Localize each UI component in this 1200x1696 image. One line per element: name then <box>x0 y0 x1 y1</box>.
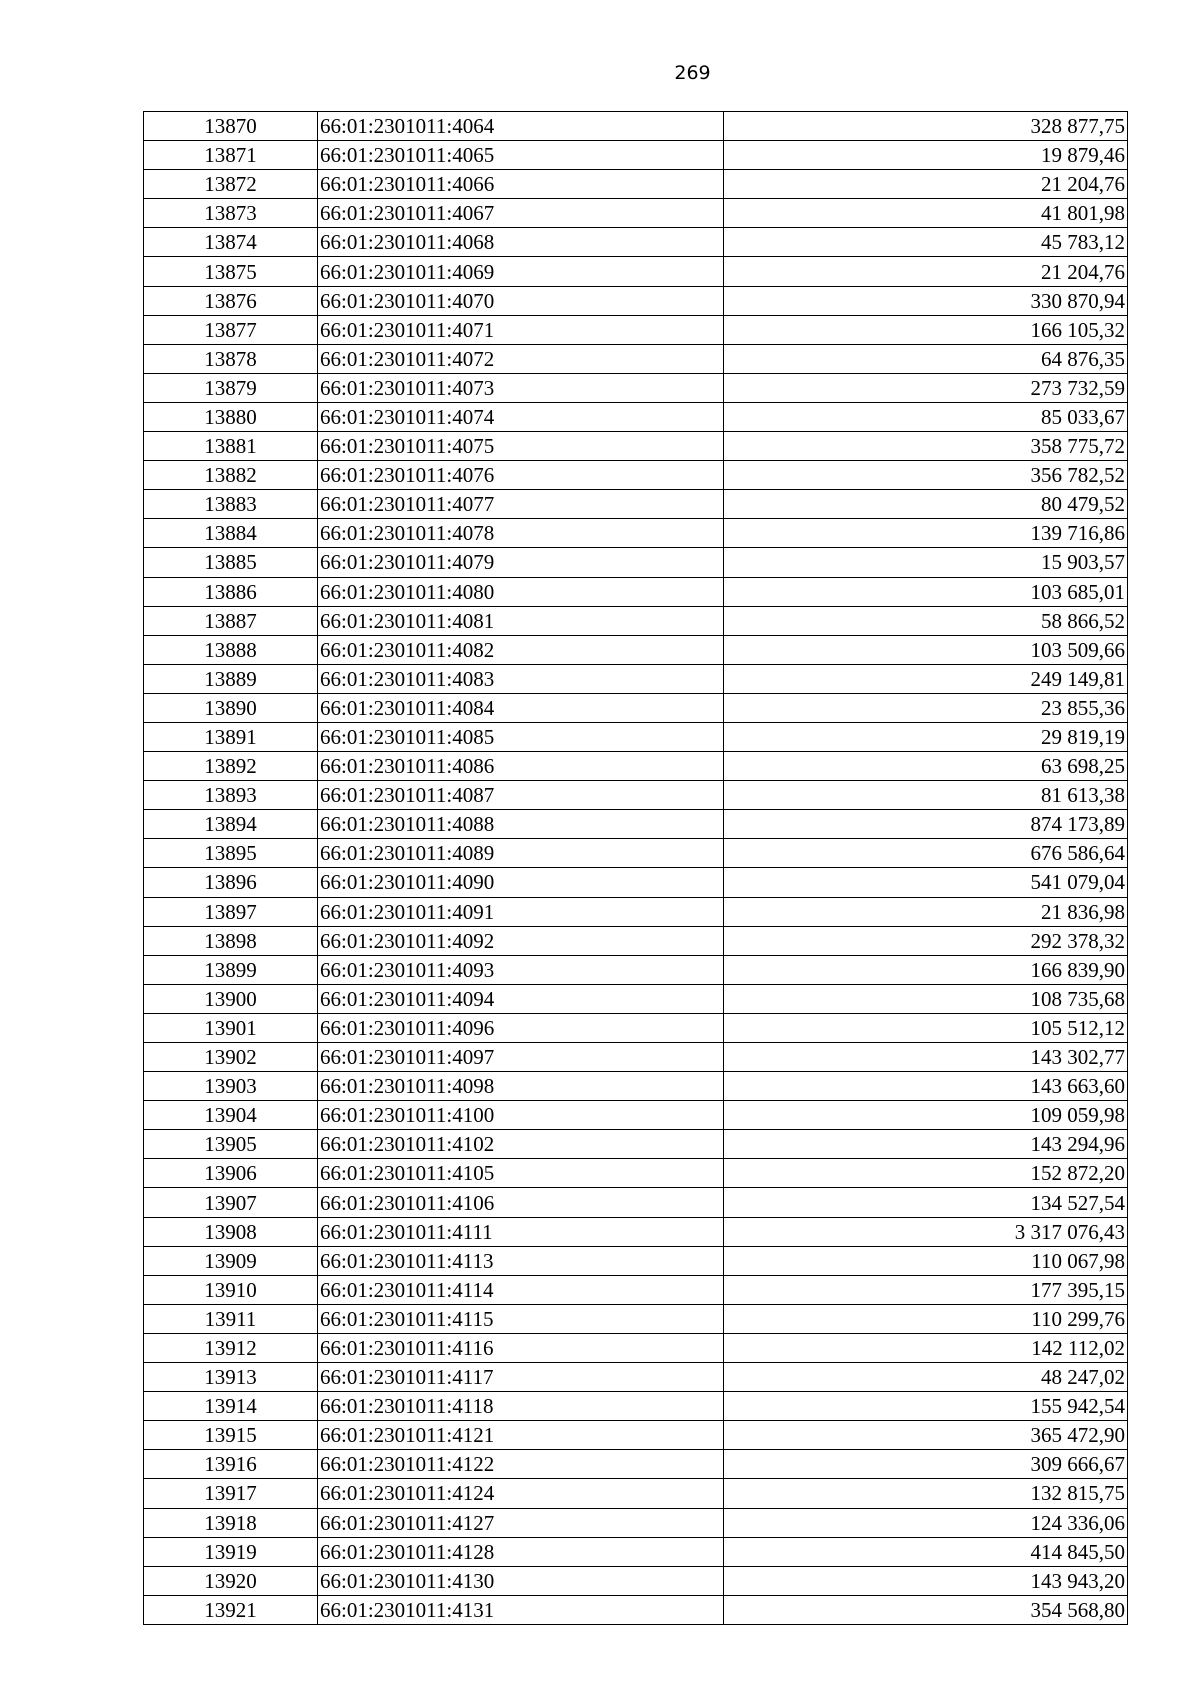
cadastral-number-cell: 66:01:2301011:4094 <box>318 984 724 1013</box>
cadastral-number-cell: 66:01:2301011:4114 <box>318 1275 724 1304</box>
value-cell: 15 903,57 <box>724 548 1128 577</box>
cadastral-number-cell: 66:01:2301011:4068 <box>318 228 724 257</box>
table-row <box>144 781 1128 810</box>
value-cell: 21 204,76 <box>724 170 1128 199</box>
cadastral-number-cell: 66:01:2301011:4113 <box>318 1246 724 1275</box>
row-number-cell: 13917 <box>144 1479 318 1508</box>
cadastral-number-cell: 66:01:2301011:4067 <box>318 199 724 228</box>
value-cell: 249 149,81 <box>724 664 1128 693</box>
value-cell: 143 302,77 <box>724 1043 1128 1072</box>
value-cell: 139 716,86 <box>724 519 1128 548</box>
cadastral-number-cell: 66:01:2301011:4130 <box>318 1566 724 1595</box>
table-row <box>144 315 1128 344</box>
value-cell: 124 336,06 <box>724 1508 1128 1537</box>
cadastral-number-cell: 66:01:2301011:4088 <box>318 810 724 839</box>
table-row <box>144 577 1128 606</box>
table-row <box>144 461 1128 490</box>
cadastral-number-cell: 66:01:2301011:4117 <box>318 1363 724 1392</box>
value-cell: 85 033,67 <box>724 402 1128 431</box>
row-number-cell: 13872 <box>144 170 318 199</box>
cadastral-number-cell: 66:01:2301011:4111 <box>318 1217 724 1246</box>
row-number-cell: 13920 <box>144 1566 318 1595</box>
value-cell: 354 568,80 <box>724 1595 1128 1624</box>
table-row <box>144 810 1128 839</box>
table-row <box>144 926 1128 955</box>
cadastral-number-cell: 66:01:2301011:4106 <box>318 1188 724 1217</box>
table-row <box>144 693 1128 722</box>
value-cell: 414 845,50 <box>724 1537 1128 1566</box>
value-cell: 155 942,54 <box>724 1392 1128 1421</box>
table-row <box>144 1595 1128 1624</box>
value-cell: 143 294,96 <box>724 1130 1128 1159</box>
table-row <box>144 257 1128 286</box>
table-row <box>144 722 1128 751</box>
table-row <box>144 1101 1128 1130</box>
cadastral-number-cell: 66:01:2301011:4066 <box>318 170 724 199</box>
cadastral-number-cell: 66:01:2301011:4115 <box>318 1304 724 1333</box>
value-cell: 541 079,04 <box>724 868 1128 897</box>
row-number-cell: 13918 <box>144 1508 318 1537</box>
cadastral-number-cell: 66:01:2301011:4084 <box>318 693 724 722</box>
cadastral-value-table <box>143 111 1128 1625</box>
table-row <box>144 373 1128 402</box>
row-number-cell: 13897 <box>144 897 318 926</box>
row-number-cell: 13909 <box>144 1246 318 1275</box>
value-cell: 103 685,01 <box>724 577 1128 606</box>
row-number-cell: 13900 <box>144 984 318 1013</box>
cadastral-number-cell: 66:01:2301011:4105 <box>318 1159 724 1188</box>
row-number-cell: 13889 <box>144 664 318 693</box>
row-number-cell: 13888 <box>144 635 318 664</box>
cadastral-number-cell: 66:01:2301011:4122 <box>318 1450 724 1479</box>
table-row <box>144 1304 1128 1333</box>
table-row <box>144 199 1128 228</box>
row-number-cell: 13879 <box>144 373 318 402</box>
cadastral-number-cell: 66:01:2301011:4076 <box>318 461 724 490</box>
row-number-cell: 13884 <box>144 519 318 548</box>
table-row <box>144 664 1128 693</box>
table-row <box>144 984 1128 1013</box>
cadastral-number-cell: 66:01:2301011:4082 <box>318 635 724 664</box>
cadastral-number-cell: 66:01:2301011:4086 <box>318 752 724 781</box>
row-number-cell: 13912 <box>144 1333 318 1362</box>
value-cell: 58 866,52 <box>724 606 1128 635</box>
cadastral-number-cell: 66:01:2301011:4085 <box>318 722 724 751</box>
row-number-cell: 13876 <box>144 286 318 315</box>
table-row <box>144 1246 1128 1275</box>
table-row <box>144 170 1128 199</box>
cadastral-number-cell: 66:01:2301011:4127 <box>318 1508 724 1537</box>
value-cell: 41 801,98 <box>724 199 1128 228</box>
value-cell: 3 317 076,43 <box>724 1217 1128 1246</box>
row-number-cell: 13899 <box>144 955 318 984</box>
row-number-cell: 13871 <box>144 141 318 170</box>
cadastral-number-cell: 66:01:2301011:4072 <box>318 344 724 373</box>
row-number-cell: 13881 <box>144 432 318 461</box>
value-cell: 48 247,02 <box>724 1363 1128 1392</box>
row-number-cell: 13910 <box>144 1275 318 1304</box>
cadastral-number-cell: 66:01:2301011:4073 <box>318 373 724 402</box>
value-cell: 103 509,66 <box>724 635 1128 664</box>
row-number-cell: 13893 <box>144 781 318 810</box>
row-number-cell: 13913 <box>144 1363 318 1392</box>
value-cell: 64 876,35 <box>724 344 1128 373</box>
table-row <box>144 1275 1128 1304</box>
row-number-cell: 13896 <box>144 868 318 897</box>
value-cell: 166 839,90 <box>724 955 1128 984</box>
value-cell: 134 527,54 <box>724 1188 1128 1217</box>
row-number-cell: 13886 <box>144 577 318 606</box>
value-cell: 80 479,52 <box>724 490 1128 519</box>
value-cell: 328 877,75 <box>724 112 1128 141</box>
value-cell: 63 698,25 <box>724 752 1128 781</box>
row-number-cell: 13898 <box>144 926 318 955</box>
cadastral-number-cell: 66:01:2301011:4078 <box>318 519 724 548</box>
value-cell: 177 395,15 <box>724 1275 1128 1304</box>
cadastral-number-cell: 66:01:2301011:4091 <box>318 897 724 926</box>
row-number-cell: 13906 <box>144 1159 318 1188</box>
row-number-cell: 13908 <box>144 1217 318 1246</box>
table-row <box>144 1159 1128 1188</box>
value-cell: 273 732,59 <box>724 373 1128 402</box>
table-row <box>144 1043 1128 1072</box>
row-number-cell: 13875 <box>144 257 318 286</box>
value-cell: 105 512,12 <box>724 1013 1128 1042</box>
table-row <box>144 897 1128 926</box>
cadastral-number-cell: 66:01:2301011:4079 <box>318 548 724 577</box>
value-cell: 108 735,68 <box>724 984 1128 1013</box>
cadastral-number-cell: 66:01:2301011:4124 <box>318 1479 724 1508</box>
row-number-cell: 13907 <box>144 1188 318 1217</box>
row-number-cell: 13903 <box>144 1072 318 1101</box>
row-number-cell: 13894 <box>144 810 318 839</box>
cadastral-number-cell: 66:01:2301011:4070 <box>318 286 724 315</box>
cadastral-number-cell: 66:01:2301011:4116 <box>318 1333 724 1362</box>
table-row <box>144 1479 1128 1508</box>
table-row <box>144 344 1128 373</box>
table-row <box>144 548 1128 577</box>
cadastral-number-cell: 66:01:2301011:4102 <box>318 1130 724 1159</box>
row-number-cell: 13890 <box>144 693 318 722</box>
value-cell: 358 775,72 <box>724 432 1128 461</box>
table-row <box>144 432 1128 461</box>
value-cell: 19 879,46 <box>724 141 1128 170</box>
value-cell: 143 663,60 <box>724 1072 1128 1101</box>
cadastral-number-cell: 66:01:2301011:4097 <box>318 1043 724 1072</box>
table-row <box>144 286 1128 315</box>
value-cell: 29 819,19 <box>724 722 1128 751</box>
row-number-cell: 13885 <box>144 548 318 577</box>
table-row <box>144 868 1128 897</box>
row-number-cell: 13891 <box>144 722 318 751</box>
row-number-cell: 13883 <box>144 490 318 519</box>
cadastral-number-cell: 66:01:2301011:4065 <box>318 141 724 170</box>
cadastral-number-cell: 66:01:2301011:4087 <box>318 781 724 810</box>
table-row <box>144 519 1128 548</box>
cadastral-number-cell: 66:01:2301011:4090 <box>318 868 724 897</box>
cadastral-number-cell: 66:01:2301011:4071 <box>318 315 724 344</box>
table-row <box>144 839 1128 868</box>
table-row <box>144 1421 1128 1450</box>
value-cell: 330 870,94 <box>724 286 1128 315</box>
cadastral-number-cell: 66:01:2301011:4118 <box>318 1392 724 1421</box>
cadastral-number-cell: 66:01:2301011:4080 <box>318 577 724 606</box>
value-cell: 109 059,98 <box>724 1101 1128 1130</box>
table-row <box>144 1072 1128 1101</box>
row-number-cell: 13902 <box>144 1043 318 1072</box>
row-number-cell: 13914 <box>144 1392 318 1421</box>
table-row <box>144 1188 1128 1217</box>
value-cell: 142 112,02 <box>724 1333 1128 1362</box>
cadastral-number-cell: 66:01:2301011:4092 <box>318 926 724 955</box>
value-cell: 23 855,36 <box>724 693 1128 722</box>
table-row <box>144 402 1128 431</box>
table-row <box>144 1333 1128 1362</box>
row-number-cell: 13878 <box>144 344 318 373</box>
value-cell: 356 782,52 <box>724 461 1128 490</box>
table-row <box>144 752 1128 781</box>
row-number-cell: 13901 <box>144 1013 318 1042</box>
cadastral-number-cell: 66:01:2301011:4098 <box>318 1072 724 1101</box>
row-number-cell: 13921 <box>144 1595 318 1624</box>
table-row <box>144 112 1128 141</box>
cadastral-number-cell: 66:01:2301011:4096 <box>318 1013 724 1042</box>
table-row <box>144 606 1128 635</box>
row-number-cell: 13916 <box>144 1450 318 1479</box>
table-row <box>144 1013 1128 1042</box>
cadastral-number-cell: 66:01:2301011:4064 <box>318 112 724 141</box>
value-cell: 365 472,90 <box>724 1421 1128 1450</box>
table-row <box>144 141 1128 170</box>
row-number-cell: 13882 <box>144 461 318 490</box>
table-row <box>144 1508 1128 1537</box>
table-row <box>144 1537 1128 1566</box>
value-cell: 292 378,32 <box>724 926 1128 955</box>
row-number-cell: 13874 <box>144 228 318 257</box>
row-number-cell: 13915 <box>144 1421 318 1450</box>
cadastral-number-cell: 66:01:2301011:4074 <box>318 402 724 431</box>
cadastral-number-cell: 66:01:2301011:4089 <box>318 839 724 868</box>
cadastral-number-cell: 66:01:2301011:4081 <box>318 606 724 635</box>
value-cell: 166 105,32 <box>724 315 1128 344</box>
value-cell: 309 666,67 <box>724 1450 1128 1479</box>
cadastral-number-cell: 66:01:2301011:4131 <box>318 1595 724 1624</box>
table-row <box>144 1130 1128 1159</box>
table-row <box>144 955 1128 984</box>
row-number-cell: 13870 <box>144 112 318 141</box>
row-number-cell: 13887 <box>144 606 318 635</box>
row-number-cell: 13905 <box>144 1130 318 1159</box>
cadastral-number-cell: 66:01:2301011:4121 <box>318 1421 724 1450</box>
row-number-cell: 13877 <box>144 315 318 344</box>
value-cell: 81 613,38 <box>724 781 1128 810</box>
value-cell: 132 815,75 <box>724 1479 1128 1508</box>
table-row <box>144 228 1128 257</box>
page-number: 269 <box>674 62 711 84</box>
value-cell: 21 204,76 <box>724 257 1128 286</box>
value-cell: 676 586,64 <box>724 839 1128 868</box>
cadastral-number-cell: 66:01:2301011:4075 <box>318 432 724 461</box>
table-row <box>144 1566 1128 1595</box>
cadastral-number-cell: 66:01:2301011:4069 <box>318 257 724 286</box>
table-row <box>144 1363 1128 1392</box>
value-cell: 110 067,98 <box>724 1246 1128 1275</box>
cadastral-number-cell: 66:01:2301011:4100 <box>318 1101 724 1130</box>
row-number-cell: 13904 <box>144 1101 318 1130</box>
row-number-cell: 13880 <box>144 402 318 431</box>
value-cell: 110 299,76 <box>724 1304 1128 1333</box>
cadastral-number-cell: 66:01:2301011:4093 <box>318 955 724 984</box>
table-row <box>144 635 1128 664</box>
value-cell: 45 783,12 <box>724 228 1128 257</box>
row-number-cell: 13873 <box>144 199 318 228</box>
table-row <box>144 1217 1128 1246</box>
value-cell: 21 836,98 <box>724 897 1128 926</box>
cadastral-number-cell: 66:01:2301011:4077 <box>318 490 724 519</box>
cadastral-number-cell: 66:01:2301011:4083 <box>318 664 724 693</box>
row-number-cell: 13892 <box>144 752 318 781</box>
table-row <box>144 1450 1128 1479</box>
row-number-cell: 13911 <box>144 1304 318 1333</box>
table-row <box>144 1392 1128 1421</box>
table-body <box>144 112 1128 1625</box>
cadastral-number-cell: 66:01:2301011:4128 <box>318 1537 724 1566</box>
value-cell: 143 943,20 <box>724 1566 1128 1595</box>
table-row <box>144 490 1128 519</box>
value-cell: 152 872,20 <box>724 1159 1128 1188</box>
value-cell: 874 173,89 <box>724 810 1128 839</box>
row-number-cell: 13919 <box>144 1537 318 1566</box>
row-number-cell: 13895 <box>144 839 318 868</box>
